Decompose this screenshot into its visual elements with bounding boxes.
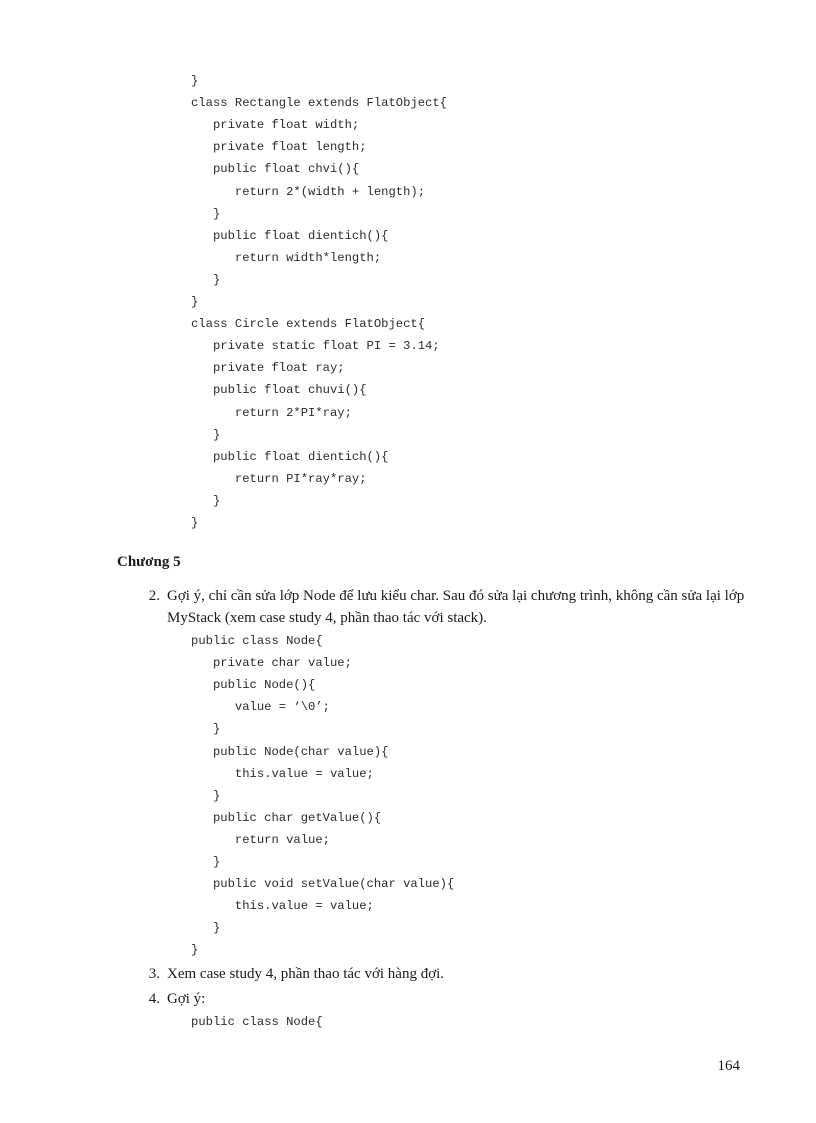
code-line: } xyxy=(191,943,199,958)
code-line: return PI*ray*ray; xyxy=(191,471,367,486)
list-item-text: Gợi ý, chỉ cần sửa lớp Node để lưu kiểu char. Sau đó sửa lại chương trình, không cần sửa lại lớp MyStack (xem case study 4, phần thao tác với stack). xyxy=(167,588,745,626)
code-line: } xyxy=(191,272,221,287)
code-line: } xyxy=(191,516,199,530)
code-line: private float width; xyxy=(191,118,360,133)
code-line: class Rectangle extends FlatObject{ xyxy=(191,96,447,111)
code-line: return 2*PI*ray; xyxy=(191,405,352,420)
list-item-text: Xem case study 4, phần thao tác với hàng đợi. xyxy=(167,966,445,982)
code-line: public class Node{ xyxy=(191,634,323,648)
code-line: } xyxy=(191,74,199,88)
code-line: private static float PI = 3.14; xyxy=(191,339,440,354)
list-item-number: 3. xyxy=(148,966,160,982)
code-line: public class Node{ xyxy=(191,1015,323,1029)
code-line: public void setValue(char value){ xyxy=(191,877,455,892)
code-line: } xyxy=(191,493,221,508)
code-line: } xyxy=(191,855,221,869)
code-line: public char getValue(){ xyxy=(191,810,382,825)
code-line: public float dientich(){ xyxy=(191,228,389,243)
page-number: 164 xyxy=(717,1058,740,1074)
code-line: class Circle extends FlatObject{ xyxy=(191,317,426,332)
code-line: } xyxy=(191,427,221,442)
chapter-heading: Chương 5 xyxy=(117,554,181,570)
code-line: private float ray; xyxy=(191,361,345,376)
list-item-number: 2. xyxy=(148,588,160,604)
code-line: } xyxy=(191,206,221,221)
code-line: public float chuvi(){ xyxy=(191,383,367,398)
code-line: } xyxy=(191,722,221,737)
code-line: } xyxy=(191,788,221,803)
code-line: public Node(){ xyxy=(191,678,316,693)
code-line: } xyxy=(191,921,221,936)
code-line: } xyxy=(191,295,199,309)
code-line: public float dientich(){ xyxy=(191,449,389,464)
code-line: this.value = value; xyxy=(191,899,374,914)
code-line: value = ‘\0’; xyxy=(191,700,330,715)
code-line: public float chvi(){ xyxy=(191,162,360,177)
code-line: this.value = value; xyxy=(191,766,374,781)
code-line: private char value; xyxy=(191,656,352,671)
list-item-text: Gợi ý: xyxy=(167,991,206,1007)
code-line: return value; xyxy=(191,832,330,847)
list-item-number: 4. xyxy=(148,991,160,1007)
code-line: return width*length; xyxy=(191,250,382,265)
code-line: public Node(char value){ xyxy=(191,744,389,759)
code-line: return 2*(width + length); xyxy=(191,184,426,199)
code-line: private float length; xyxy=(191,140,367,155)
